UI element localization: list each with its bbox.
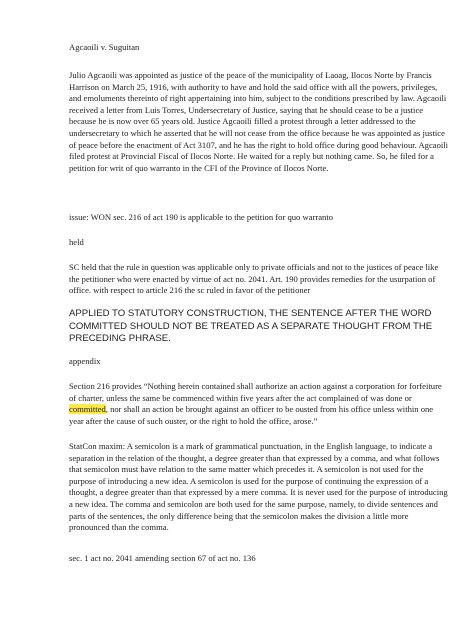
highlighted-word: committed	[69, 404, 106, 415]
appendix-label: appendix	[69, 356, 101, 366]
facts-paragraph: Julio Agcaoili was appointed as justice of the peace of the municipality of Laoag, Ilocos Norte by Francis Harrison on March 25, 1916, with authority to have and hold the said office with all the powers, privileges, and emoluments thereinto of right appertaining into him, subject to the conditions prescribed by law. Agcaoili received a letter from Luis Torres, Undersecretary of Justice, saying that he should cease to be a justice because he is now over 65 years old. Justice Agcaoili filled a protest through a letter addressed to the undersecretary to which he asserted that he will not cease from the office because he was appointed as justice of peace before the enactment of Act 3107, and he has the right to hold office during good behaviour. Agcaoili filed protest at Provincial Fiscal of Ilocos Norte. He waited for a reply but nothing came. So, he filed for a petition for writ of quo warranto in the CFI of the Province of Ilocos Norte.	[69, 70, 449, 173]
section-216-text-after: , nor shall an action be brought against an officer to be ousted from his office unless within one year after the cause of such ouster, or the right to hold the office, arose.”	[69, 404, 434, 426]
section-216-paragraph	[69, 381, 449, 427]
held-label: held	[69, 237, 84, 247]
case-title: Agcaoili v. Suguitan	[69, 42, 140, 52]
statutory-construction-heading: APPLIED TO STATUTORY CONSTRUCTION, THE SENTENCE AFTER THE WORD COMMITTED SHOULD NOT BE TREATED AS A SEPARATE THOUGHT FROM THE PRECEDING PHRASE.	[69, 308, 433, 345]
section-1-line: sec. 1 act no. 2041 amending section 67 of act no. 136	[69, 553, 256, 563]
held-paragraph: SC held that the rule in question was applicable only to private officials and not to the justices of peace like the petitioner who were enacted by virtue of act no. 2041. Art. 190 provides remedies for the usurpation of office. with respect to article 216 the sc ruled in favor of the petitioner	[69, 262, 439, 296]
section-216-text-before: Section 216 provides “Nothing herein contained shall authorize an action against a corporation for forfeiture of charter, unless the same be commenced within five years after the act complained of was done or	[69, 381, 442, 403]
issue-line: issue: WON sec. 216 of act 190 is applicable to the petition for quo warranto	[69, 212, 334, 222]
statcon-paragraph: StatCon maxim: A semicolon is a mark of grammatical punctuation, in the English language, to indicate a separation in the relation of the thought, a degree greater than that expressed by a comma, and what follows that semicolon must have relation to the same matter which precedes it. A semicolon is not used for the purpose of introducing a new idea. A semicolon is used for the purpose of continuing the expression of a thought, a degree greater than that expressed by a mere comma. It is never used for the purpose of introducing a new idea. The comma and semicolon are both used for the same purpose, namely, to divide sentences and parts of the sentences, the only difference being that the semicolon makes the division a little more pronounced than the comma.	[69, 441, 448, 533]
